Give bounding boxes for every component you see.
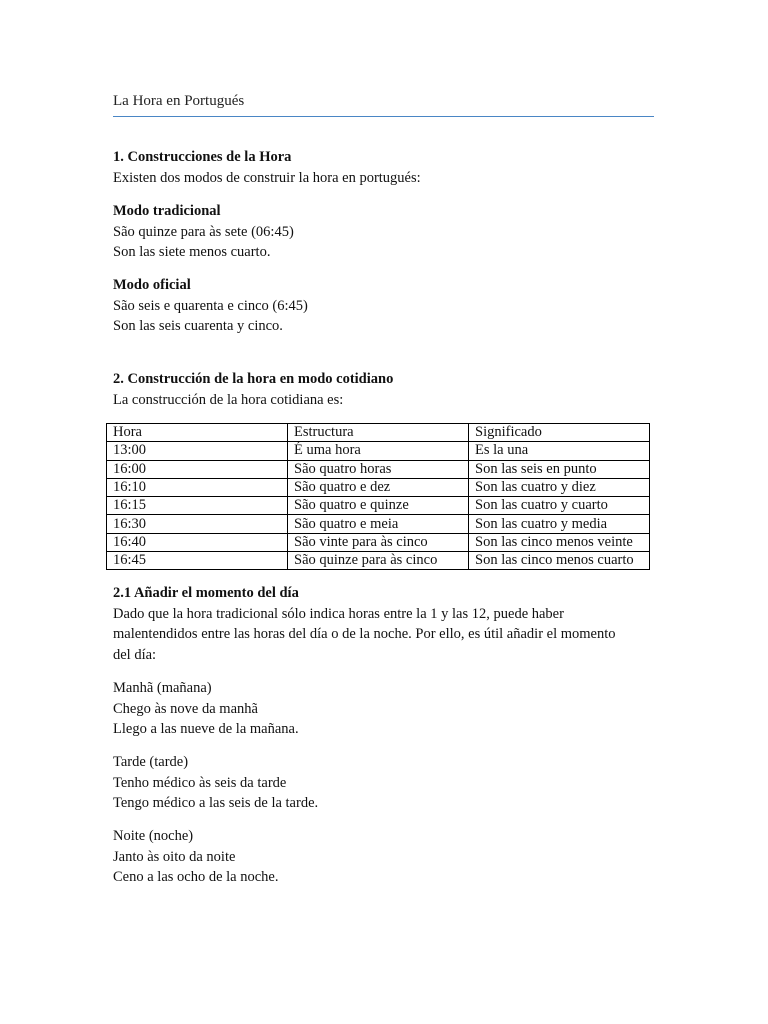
- section-2-1-paragraph-line: Dado que la hora tradicional sólo indica horas entre la 1 y las 12, puede haber: [113, 605, 564, 622]
- morning-portuguese: Chego às nove da manhã: [113, 700, 258, 717]
- time-table: [106, 423, 650, 570]
- cell-hora: 16:45: [107, 552, 288, 570]
- cell-estructura: São quatro horas: [288, 460, 469, 478]
- column-header-significado: Significado: [469, 424, 650, 442]
- afternoon-example: [113, 752, 654, 814]
- cell-significado: Son las cuatro y cuarto: [469, 497, 650, 515]
- section-2-1-paragraph-line: del día:: [113, 646, 157, 663]
- cell-significado: Es la una: [469, 442, 650, 460]
- cell-hora: 16:15: [107, 497, 288, 515]
- afternoon-portuguese: Tenho médico às seis da tarde: [113, 774, 287, 791]
- section-2-1: [113, 583, 654, 665]
- table-row: [107, 533, 650, 551]
- table-header-row: [107, 424, 650, 442]
- section-1-intro: Existen dos modos de construir la hora en portugués:: [113, 169, 421, 186]
- night-example: [113, 826, 654, 888]
- section-2: [113, 369, 654, 410]
- table-row: [107, 497, 650, 515]
- official-mode-heading: Modo oficial: [113, 277, 191, 293]
- table-row: [107, 460, 650, 478]
- section-2-heading: 2. Construcción de la hora en modo cotidiano: [113, 371, 394, 387]
- official-mode-portuguese: São seis e quarenta e cinco (6:45): [113, 297, 308, 314]
- column-header-estructura: Estructura: [288, 424, 469, 442]
- night-portuguese: Janto às oito da noite: [113, 848, 236, 865]
- night-label: Noite (noche): [113, 828, 194, 844]
- document-title: La Hora en Portugués: [113, 92, 654, 117]
- cell-hora: 16:30: [107, 515, 288, 533]
- table-row: [107, 442, 650, 460]
- official-mode: [113, 275, 654, 337]
- morning-label: Manhã (mañana): [113, 680, 212, 696]
- cell-estructura: São vinte para às cinco: [288, 533, 469, 551]
- section-2-intro: La construcción de la hora cotidiana es:: [113, 391, 344, 408]
- section-1: [113, 147, 654, 188]
- afternoon-label: Tarde (tarde): [113, 754, 189, 770]
- cell-significado: Son las cuatro y diez: [469, 478, 650, 496]
- cell-significado: Son las cinco menos cuarto: [469, 552, 650, 570]
- table-row: [107, 478, 650, 496]
- section-1-heading: 1. Construcciones de la Hora: [113, 149, 292, 165]
- section-2-1-heading: 2.1 Añadir el momento del día: [113, 585, 299, 601]
- cell-estructura: São quatro e meia: [288, 515, 469, 533]
- table-row: [107, 515, 650, 533]
- cell-hora: 13:00: [107, 442, 288, 460]
- cell-estructura: São quinze para às cinco: [288, 552, 469, 570]
- cell-estructura: É uma hora: [288, 442, 469, 460]
- afternoon-spanish: Tengo médico a las seis de la tarde.: [113, 795, 319, 812]
- cell-significado: Son las cuatro y media: [469, 515, 650, 533]
- cell-significado: Son las cinco menos veinte: [469, 533, 650, 551]
- column-header-hora: Hora: [107, 424, 288, 442]
- traditional-mode-portuguese: São quinze para às sete (06:45): [113, 223, 294, 240]
- traditional-mode-spanish: Son las siete menos cuarto.: [113, 244, 271, 261]
- morning-example: [113, 678, 654, 740]
- morning-spanish: Llego a las nueve de la mañana.: [113, 721, 299, 738]
- traditional-mode: [113, 201, 654, 263]
- cell-significado: Son las seis en punto: [469, 460, 650, 478]
- section-2-1-paragraph-line: malentendidos entre las horas del día o de la noche. Por ello, es útil añadir el momento: [113, 626, 616, 643]
- night-spanish: Ceno a las ocho de la noche.: [113, 869, 279, 886]
- table-row: [107, 552, 650, 570]
- traditional-mode-heading: Modo tradicional: [113, 203, 221, 219]
- cell-hora: 16:10: [107, 478, 288, 496]
- cell-estructura: São quatro e dez: [288, 478, 469, 496]
- official-mode-spanish: Son las seis cuarenta y cinco.: [113, 318, 283, 335]
- cell-hora: 16:00: [107, 460, 288, 478]
- cell-hora: 16:40: [107, 533, 288, 551]
- cell-estructura: São quatro e quinze: [288, 497, 469, 515]
